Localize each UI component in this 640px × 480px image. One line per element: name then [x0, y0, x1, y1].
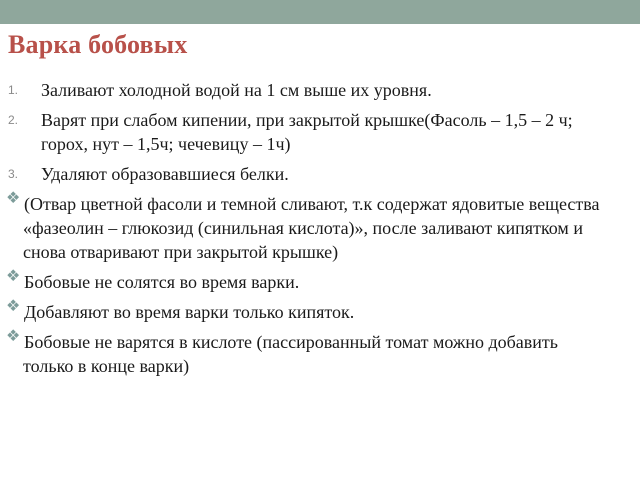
slide-title: Варка бобовых	[8, 30, 188, 59]
bullet-item-4	[0, 326, 640, 378]
bullet-item-1	[0, 188, 640, 264]
item-text: Варят при слабом кипении, при закрытой крышке(Фасоль – 1,5 – 2 ч; горох, нут – 1,5ч; чечевицу – 1ч)	[41, 110, 573, 154]
numbered-item-3	[0, 162, 640, 186]
item-number: 2.	[8, 113, 19, 127]
numbered-item-2	[0, 108, 640, 156]
item-number: 3.	[8, 167, 19, 181]
bullet-text: (Отвар цветной фасоли и темной сливают, т.к содержат ядовитые вещества «фазеолин – глюкозид (синильная кислота)», после заливают кипятком и снова отваривают при закрытой крышке)	[23, 194, 600, 262]
bullet-item-3	[0, 296, 640, 324]
item-text: Удаляют образовавшиеся белки.	[41, 164, 289, 184]
diamond-bullet-icon: ❖	[6, 266, 21, 285]
diamond-bullet-icon: ❖	[6, 296, 21, 315]
item-text: Заливают холодной водой на 1 см выше их уровня.	[41, 80, 432, 100]
item-number: 1.	[8, 83, 19, 97]
numbered-item-1	[0, 78, 640, 102]
diamond-bullet-icon: ❖	[6, 326, 21, 345]
bullet-text: Добавляют во время варки только кипяток.	[24, 302, 355, 322]
bullet-text: Бобовые не солятся во время варки.	[24, 272, 300, 292]
slide-content	[0, 78, 640, 384]
bullet-item-2	[0, 266, 640, 294]
top-accent-band	[0, 0, 640, 24]
bullet-text: Бобовые не варятся в кислоте (пассированный томат можно добавить только в конце варки)	[23, 332, 558, 376]
diamond-bullet-icon: ❖	[6, 188, 21, 207]
